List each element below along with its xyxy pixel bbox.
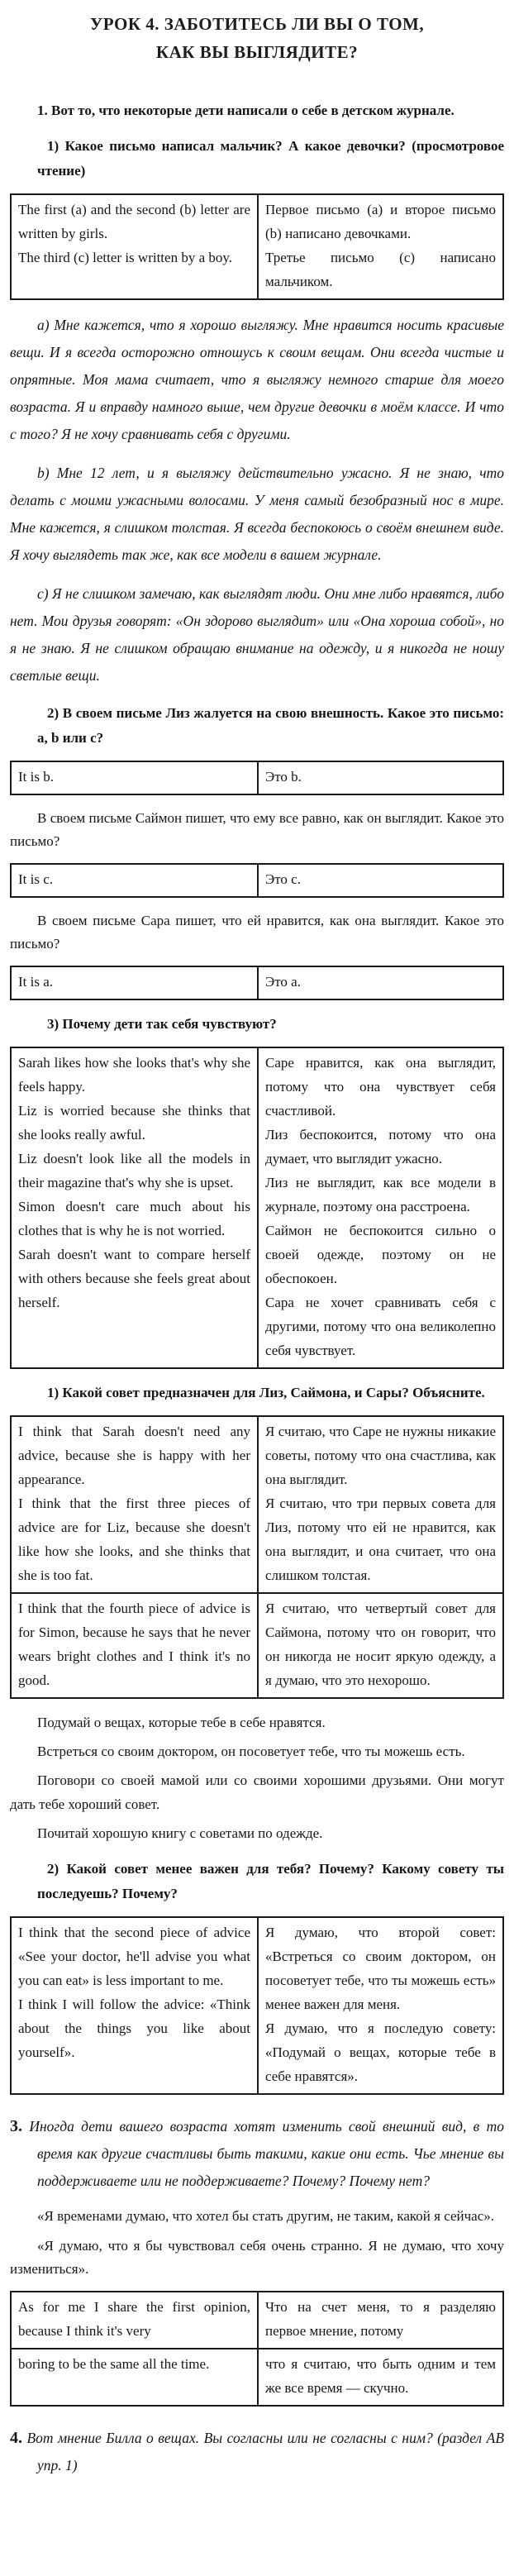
feelings-ru-cell [257, 1048, 502, 1367]
opinion-en-cell [12, 1918, 257, 2093]
lesson-title [18, 10, 496, 66]
answer-sentence: I think that the second piece of advice «See your doctor, he'll advise you what you can eat» is less important to me. [18, 1925, 250, 1988]
answer-sentence: Я считаю, что три первых совета для Лиз, потому что ей не нравится, как она выглядит, и она считает, что она слишком толстая. [265, 1496, 496, 1583]
letter-b-translation: b) Мне 12 лет, и я выгляжу действительно ужасно. Я не знаю, что делать с моими ужасными волосами. У меня самый безобразный нос в мире. Мне кажется, я слишком толстая. Я всегда беспокоюсь о своём внешнем виде. Я хочу выглядеть так же, как все модели в вашем журнале. [10, 465, 504, 563]
answer-ru-cell: Это b. [257, 762, 502, 794]
exercise3-number: 3. [10, 2117, 22, 2135]
feelings-en-cell [12, 1048, 257, 1367]
share-en-cell: boring to be the same all the time. [18, 2356, 210, 2372]
letters-answer-ru-cell [257, 195, 502, 298]
answer-sentence: The third (c) letter is written by a boy. [18, 250, 233, 265]
answer-sentence: Sarah doesn't want to compare herself with others because she feels great about herself. [18, 1247, 250, 1310]
answer-ru-cell: Это c. [257, 865, 502, 896]
table-row [12, 1592, 502, 1697]
lesson-title-line1: УРОК 4. ЗАБОТИТЕСЬ ЛИ ВЫ О ТОМ, [89, 14, 425, 34]
table-row [12, 967, 502, 999]
opinion-quote-1: «Я временами думаю, что хотел бы стать другим, не таким, какой я сейчас». [37, 2208, 494, 2224]
advice-item: Почитай хорошую книгу с советами по одежде. [37, 1825, 323, 1841]
advice-ru-cell: Я считаю, что четвертый совет для Саймона, потому что он говорит, что он никогда не носит яркую одежду, а я думаю, что это нехорошо. [257, 1594, 502, 1697]
advice-en-cell [12, 1417, 257, 1592]
sarah-question-paragraph: В своем письме Сара пишет, что ей нравится, как она выглядит. Какое это письмо? [10, 913, 504, 952]
table-row [12, 762, 502, 794]
exercise1-intro: 1. Вот то, что некоторые дети написали о себе в детском журнале. [37, 103, 455, 118]
answer-sentence: Сара не хочет сравнивать себя с другими, потому что она великолепно себя чувствует. [265, 1295, 496, 1358]
exercise2-question1-heading: 1) Какой совет предназначен для Лиз, Саймона, и Сары? Объясните. [47, 1385, 485, 1400]
share-ru-cell: что я считаю, что быть одним и тем же все время — скучно. [257, 2349, 502, 2405]
simon-question-paragraph: В своем письме Саймон пишет, что ему все равно, как он выглядит. Какое это письмо? [10, 810, 504, 849]
answer-sentence: Саре нравится, как она выглядит, потому что она чувствует себя счастливой. [265, 1055, 496, 1119]
opinion-table [10, 1916, 504, 2095]
letters-answer-en-cell [12, 195, 257, 298]
answer-ru-cell: Это a. [257, 967, 502, 999]
table-row [12, 1048, 502, 1367]
lesson-title-line2: КАК ВЫ ВЫГЛЯДИТЕ? [155, 42, 359, 62]
exercise3-task [10, 2113, 504, 2195]
table-row [12, 1417, 502, 1592]
answer-sentence: I think that Sarah doesn't need any advice, because she is happy with her appearance. [18, 1424, 250, 1487]
table-row [12, 2348, 502, 2405]
answer-sentence: Liz is worried because she thinks that she looks really awful. [18, 1103, 250, 1143]
answer-sentence: I think that the first three pieces of advice are for Liz, because she doesn't like how she looks, and she thinks that she is too fat. [18, 1496, 250, 1583]
opinion-quote-2: «Я думаю, что я бы чувствовал себя очень странно. Я не думаю, что хочу измениться». [10, 2238, 504, 2277]
exercise2-question2-heading: 2) Какой совет менее важен для тебя? Почему? Какому совету ты последуешь? Почему? [37, 1861, 504, 1901]
answer-sentence: Саймон не беспокоится сильно о своей одежде, поэтому он не обеспокоен. [265, 1223, 496, 1286]
letter-a-translation: a) Мне кажется, что я хорошо выгляжу. Мне нравится носить красивые вещи. И я всегда осторожно отношусь к своим вещам. Они всегда чистые и опрятные. Моя мама считает, что я выгляжу немного старше для моего возраста. Я и вправду намного выше, чем другие девочки в моём классе. И что с того? Я не хочу сравнивать себя с другими. [10, 317, 504, 442]
share-en-cell: As for me I share the first opinion, because I think it's very [18, 2299, 250, 2339]
exercise1-question3-heading: 3) Почему дети так себя чувствуют? [47, 1016, 277, 1032]
answer-sentence: Simon doesn't care much about his clothes that is why he is not worried. [18, 1199, 250, 1238]
advice-en-cell: I think that the fourth piece of advice is for Simon, because he says that he never wears bright clothes and I think it's no good. [18, 1600, 250, 1688]
answer-a-table [10, 966, 504, 1000]
advice-item: Поговори со своей мамой или со своими хорошими друзьями. Они могут дать тебе хороший совет. [10, 1772, 504, 1812]
exercise4-number: 4. [10, 2429, 22, 2447]
answer-en-cell: It is a. [18, 974, 54, 990]
advice-table [10, 1415, 504, 1699]
exercise1-question1-heading: 1) Какое письмо написал мальчик? А какое девочки? (просмотровое чтение) [37, 138, 504, 179]
advice-ru-cell [257, 1417, 502, 1592]
exercise3-task-text: Иногда дети вашего возраста хотят изменить свой внешний вид, в то время как другие счастливы быть такими, какие они есть. Чье мнение вы поддерживаете или не поддерживаете? Почему? Почему нет? [29, 2118, 504, 2189]
answer-sentence: Я считаю, что Саре не нужны никакие советы, потому что она счастлива, как она выглядит. [265, 1424, 496, 1487]
answer-b-table [10, 761, 504, 795]
exercise1-question2-heading: 2) В своем письме Лиз жалуется на свою внешность. Какое это письмо: a, b или c? [37, 705, 504, 746]
answer-sentence: Sarah likes how she looks that's why she feels happy. [18, 1055, 250, 1095]
answer-sentence: I think I will follow the advice: «Think about the things you like about yourself». [18, 1996, 250, 2060]
answer-en-cell: It is c. [18, 871, 54, 887]
answer-sentence: Лиз беспокоится, потому что она думает, что выглядит ужасно. [265, 1127, 496, 1166]
share-ru-cell: Что на счет меня, то я разделяю первое мнение, потому [257, 2292, 502, 2348]
exercise4-task-text: Вот мнение Билла о вещах. Вы согласны или не согласны с ним? (раздел AB упр. 1) [26, 2430, 505, 2473]
table-row [12, 195, 502, 298]
feelings-table [10, 1047, 504, 1369]
answer-c-table [10, 863, 504, 898]
table-row [12, 2292, 502, 2348]
letters-answer-table [10, 193, 504, 300]
exercise4-task [10, 2425, 504, 2479]
answer-en-cell: It is b. [18, 769, 54, 785]
answer-sentence: Первое письмо (a) и второе письмо (b) написано девочками. [265, 202, 496, 241]
answer-sentence: Лиз не выглядит, как все модели в журнале, поэтому она расстроена. [265, 1175, 496, 1214]
opinion-ru-cell [257, 1918, 502, 2093]
answer-sentence: Я думаю, что второй совет: «Встреться со своим доктором, он посоветует тебе, что ты можешь есть» менее важен для меня. [265, 1925, 496, 2012]
answer-sentence: The first (a) and the second (b) letter are written by girls. [18, 202, 250, 241]
answer-sentence: Я думаю, что я последую совету: «Подумай о вещах, которые тебе в себе нравятся». [265, 2020, 496, 2084]
answer-sentence: Liz doesn't look like all the models in their magazine that's why she is upset. [18, 1151, 250, 1190]
letter-c-translation: c) Я не слишком замечаю, как выглядят люди. Они мне либо нравятся, либо нет. Мои друзья говорят: «Он здорово выглядит» или «Она хороша собой», но я не знаю. Я не слишком обращаю внимание на одежду, и я никогда не ношу светлые вещи. [10, 585, 504, 684]
advice-item: Встреться со своим доктором, он посоветует тебе, что ты можешь есть. [37, 1744, 465, 1759]
table-row [12, 1918, 502, 2093]
table-row [12, 865, 502, 896]
answer-sentence: Третье письмо (c) написано мальчиком. [265, 250, 496, 289]
advice-item: Подумай о вещах, которые тебе в себе нравятся. [37, 1715, 326, 1730]
share-opinion-table [10, 2291, 504, 2407]
